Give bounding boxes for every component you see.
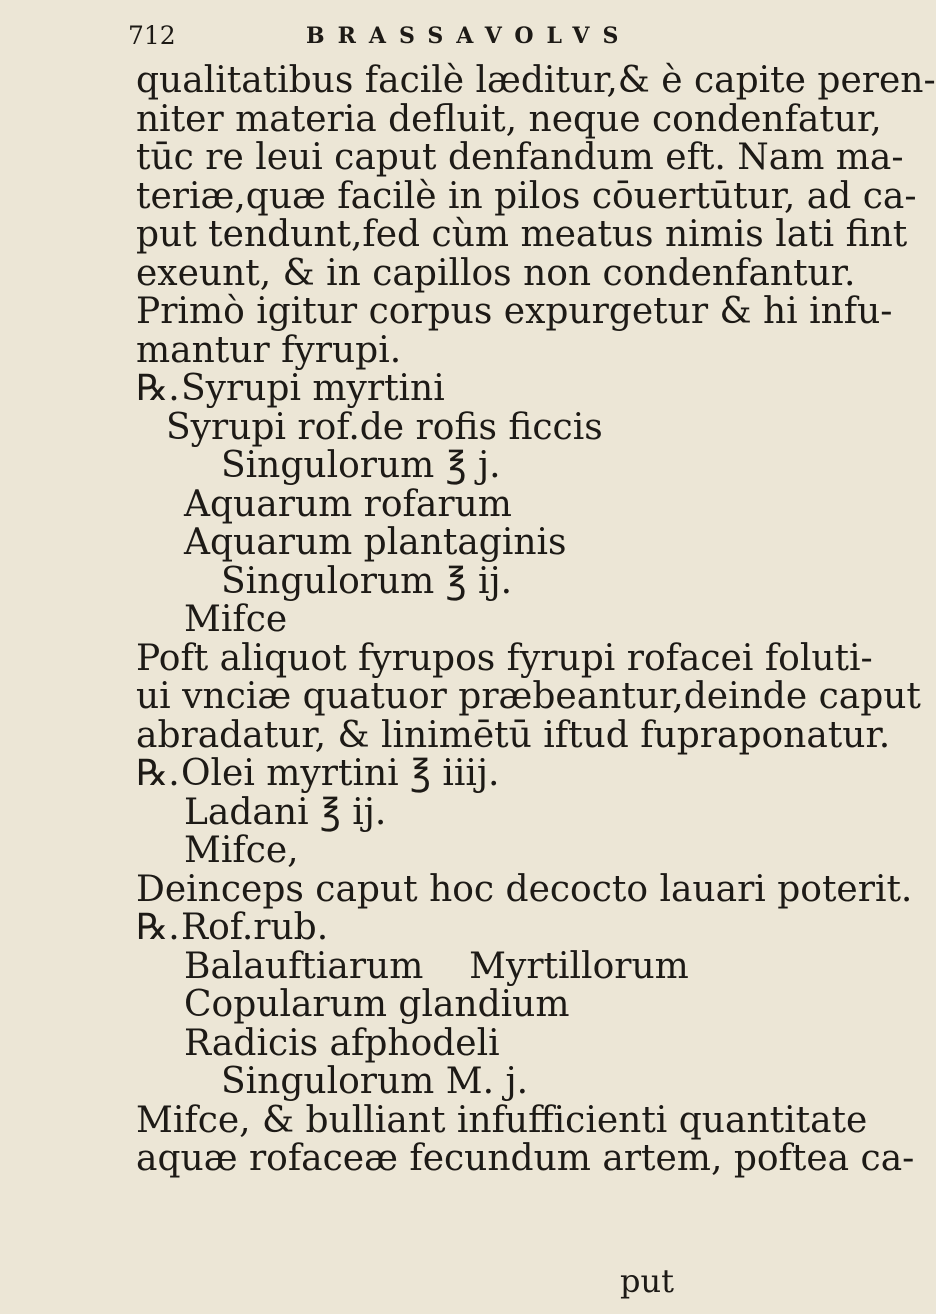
recipe-ingredient: Rof.rub.	[181, 907, 329, 948]
text-line: mantur fyrupi.	[136, 329, 402, 371]
recipe-line: Copularum glandium	[184, 984, 570, 1025]
recipe-line: Singulorum ℥ j.	[221, 445, 501, 486]
text-line: teriæ,quæ facilè in pilos cōuertūtur, ad ca-	[136, 175, 917, 217]
recipe-line	[136, 909, 796, 948]
recipe-line: Singulorum M. j.	[221, 1061, 529, 1102]
recipe-ingredient: Olei myrtini ℥ iiij.	[181, 753, 500, 794]
text-line: aquæ rofaceæ fecundum artem, poftea ca-	[136, 1138, 915, 1179]
recipe-line	[136, 370, 796, 409]
recipe-line: Ladani ℥ ij.	[184, 791, 387, 833]
text-line: tūc re leui caput denfandum eft. Nam ma-	[136, 137, 904, 178]
recipe-line: Syrupi rof.de rofis ficcis	[166, 406, 603, 448]
recipe-line: Aquarum rofarum	[184, 483, 512, 525]
text-line: ui vnciæ quatuor præbeantur,deinde caput	[136, 676, 921, 717]
text-line: exeunt, & in capillos non condenfantur.	[136, 252, 856, 294]
recipe-line: Mifce	[184, 599, 288, 640]
recipe-line: Balauftiarum Myrtillorum	[184, 945, 689, 987]
text-line: Primò igitur corpus expurgetur & hi infu-	[136, 291, 893, 332]
page-header	[128, 16, 688, 56]
body-text	[136, 60, 936, 1179]
text-line: Deinceps caput hoc decocto lauari poterit.	[136, 868, 913, 910]
recipe-symbol: ℞.	[136, 753, 180, 794]
catchword: put	[620, 1262, 674, 1300]
text-line: Poft aliquot fyrupos fyrupi rofacei foluti-	[136, 637, 873, 679]
text-line: Mifce, & bulliant infufficienti quantitate	[136, 1099, 868, 1141]
running-title: BRASSAVOLVS	[306, 23, 632, 49]
text-line: niter materia defluit, neque condenfatur,	[136, 98, 882, 140]
recipe-ingredient: Syrupi myrtini	[181, 368, 445, 409]
recipe-symbol: ℞.	[136, 368, 180, 409]
recipe-symbol: ℞.	[136, 907, 180, 948]
recipe-line: Aquarum plantaginis	[184, 522, 567, 563]
recipe-line: Radicis afphodeli	[184, 1022, 500, 1064]
recipe-line: Singulorum ℥ ij.	[221, 560, 513, 602]
text-line: put tendunt,fed cùm meatus nimis lati fint	[136, 214, 908, 255]
text-line: qualitatibus facilè læditur,& è capite peren-	[136, 60, 936, 101]
recipe-line: Mifce,	[184, 830, 299, 871]
text-line: abradatur, & linimētū iftud fupraponatur.	[136, 714, 891, 756]
recipe-line	[136, 755, 796, 794]
page-number: 712	[128, 21, 176, 50]
